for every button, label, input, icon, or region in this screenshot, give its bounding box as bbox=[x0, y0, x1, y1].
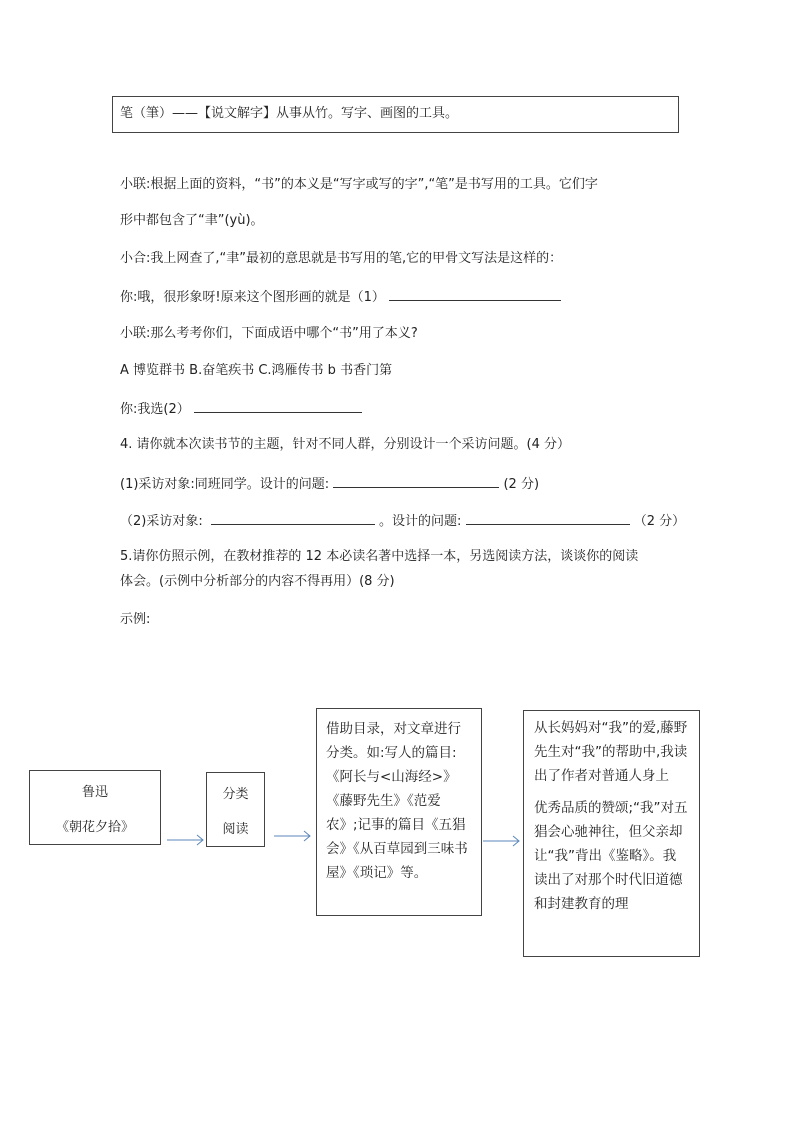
book-author: 鲁迅 bbox=[81, 785, 108, 800]
approach-text: 借助目录，对文章进行分类。如:写人的篇目:《阿长与<山海经>》《藤野先生》《范爱农》;记事的篇目《五猖会》《从百草园到三味书屋》《琐记》等。 bbox=[326, 721, 468, 881]
answer-blank-1[interactable] bbox=[389, 287, 561, 301]
dictionary-quote: 笔（筆）——【说文解字】从事从竹。写字、画图的工具。 bbox=[120, 106, 459, 121]
method-label-1: 分类 bbox=[222, 787, 249, 802]
arrow-icon bbox=[482, 834, 522, 848]
method-box bbox=[206, 772, 265, 847]
question-4-heading: 4. 请你就本次读书节的主题，针对不同人群，分别设计一个采访问题。(4 分） bbox=[120, 437, 571, 452]
insight-box bbox=[523, 710, 700, 957]
interview-object-1: (1)采访对象:同班同学。设计的问题: bbox=[120, 477, 330, 492]
answer-blank-5[interactable] bbox=[466, 511, 630, 525]
question-1-line bbox=[120, 287, 561, 307]
score-label-2: （2 分） bbox=[633, 514, 686, 529]
question-1-text: 你:哦，很形象呀!原来这个图形画的就是（1） bbox=[120, 290, 385, 305]
interview-object-2: （2)采访对象: bbox=[120, 514, 203, 529]
dialog-line-2: 形中都包含了“聿”(yù)。 bbox=[120, 213, 264, 228]
insight-text-1: 从长妈妈对“我”的爱,藤野先生对“我”的帮助中,我读出了作者对普通人身上 bbox=[534, 720, 688, 784]
question-4-part-1 bbox=[120, 474, 539, 494]
arrow-icon bbox=[273, 829, 313, 843]
dialog-line-3: 小合:我上网查了,“聿”最初的意思就是书写用的笔,它的甲骨文写法是这样的： bbox=[120, 251, 563, 266]
score-label-1: (2 分) bbox=[503, 477, 540, 492]
idiom-options: A 博览群书 B.奋笔疾书 C.鸿雁传书 b 书香门第 bbox=[120, 363, 393, 378]
question-2-line bbox=[120, 399, 362, 419]
question-5-line-2: 体会。(示例中分析部分的内容不得再用）(8 分) bbox=[120, 574, 395, 589]
example-label: 示例: bbox=[120, 612, 151, 627]
dialog-line-1: 小联:根据上面的资料，“书”的本义是“写字或写的字”,“笔”是书写用的工具。它们字 bbox=[120, 177, 598, 192]
answer-blank-3[interactable] bbox=[333, 474, 499, 488]
dialog-line-5: 小联:那么考考你们，下面成语中哪个“书”用了本义? bbox=[120, 326, 418, 341]
book-title: 《朝花夕拾》 bbox=[55, 820, 134, 835]
book-box bbox=[29, 770, 161, 845]
dictionary-quote-box bbox=[112, 96, 679, 133]
arrow-icon bbox=[166, 833, 206, 847]
answer-blank-4[interactable] bbox=[211, 511, 375, 525]
question-label-2: 。设计的问题: bbox=[379, 514, 462, 529]
question-2-text: 你:我选(2） bbox=[120, 402, 190, 417]
insight-text-2: 优秀品质的赞颂;“我”对五猖会心驰神往，但父亲却让“我”背出《鉴略》。我读出了对那个时代旧道德和封建教育的理 bbox=[534, 800, 688, 912]
question-4-part-2 bbox=[120, 511, 685, 531]
question-5-line-1: 5.请你仿照示例，在教材推荐的 12 本必读名著中选择一本，另选阅读方法，谈谈你的阅读 bbox=[120, 549, 639, 564]
approach-box bbox=[316, 708, 482, 916]
answer-blank-2[interactable] bbox=[194, 399, 362, 413]
method-label-2: 阅读 bbox=[222, 822, 249, 837]
